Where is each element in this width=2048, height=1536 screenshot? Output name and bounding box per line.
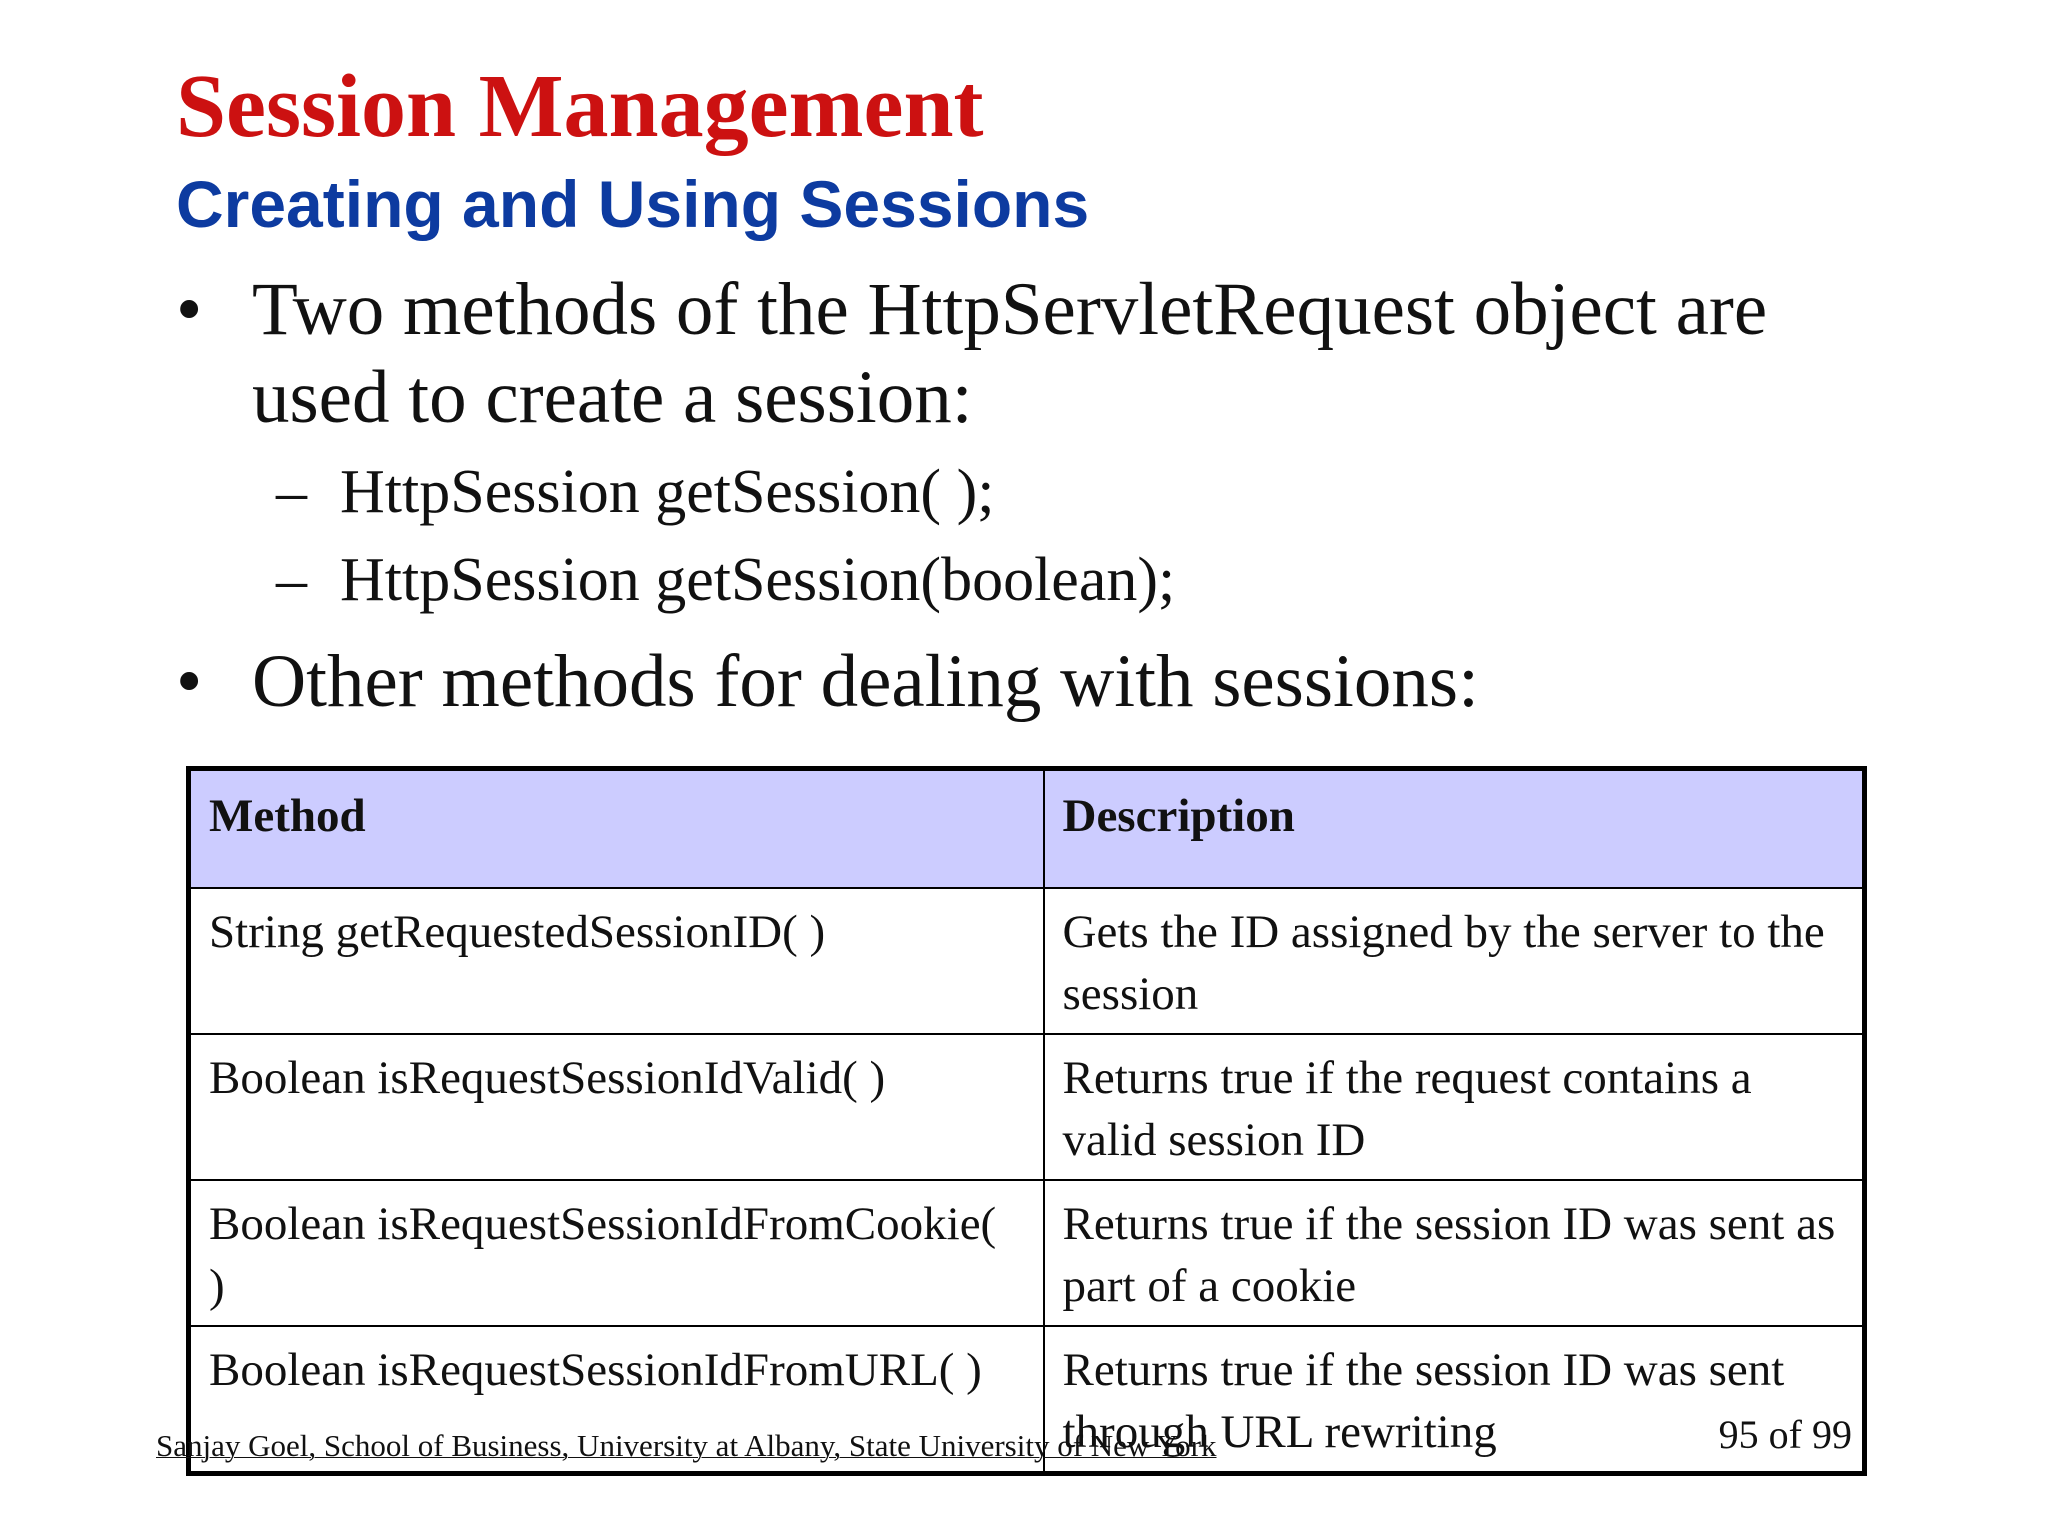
slide-subtitle: Creating and Using Sessions [176,167,1090,241]
slide-title: Session Management [176,57,984,156]
bullet-item [176,266,1876,442]
method-cell: Boolean isRequestSessionIdFromCookie( ) [189,1180,1044,1326]
table-row [189,1034,1865,1180]
table-row [189,888,1865,1034]
table-row [189,1180,1865,1326]
sub-bullet-dash: – [276,546,307,614]
table-header-row [189,769,1865,889]
sub-bullet-dash: – [276,458,307,526]
description-cell: Gets the ID assigned by the server to the session [1044,888,1865,1034]
method-cell: Boolean isRequestSessionIdValid( ) [189,1034,1044,1180]
bullet-text-line: used to create a session: [252,356,973,439]
header-method: Method [189,769,1044,889]
bullet-mark: • [176,268,203,351]
bullet-text-line: Other methods for dealing with sessions: [252,640,1479,723]
sub-bullet-text: HttpSession getSession( ); [340,458,995,526]
bullet-item [176,638,1876,726]
page-number: 95 of 99 [1718,1412,1852,1457]
sub-bullet-text: HttpSession getSession(boolean); [340,546,1176,614]
method-cell: Boolean isRequestSessionIdFromURL( ) [189,1326,1044,1474]
description-cell: Returns true if the request contains a valid session ID [1044,1034,1865,1180]
bullet-text-line: Two methods of the HttpServletRequest object are [252,268,1768,351]
description-cell: Returns true if the session ID was sent through URL rewriting [1044,1326,1865,1474]
methods-table [186,766,1867,1476]
method-cell: String getRequestedSessionID( ) [189,888,1044,1034]
header-description: Description [1044,769,1865,889]
description-cell: Returns true if the session ID was sent as part of a cookie [1044,1180,1865,1326]
footer-author: Sanjay Goel, School of Business, University at Albany, State University of New York [156,1428,1217,1463]
bullet-mark: • [176,640,203,723]
